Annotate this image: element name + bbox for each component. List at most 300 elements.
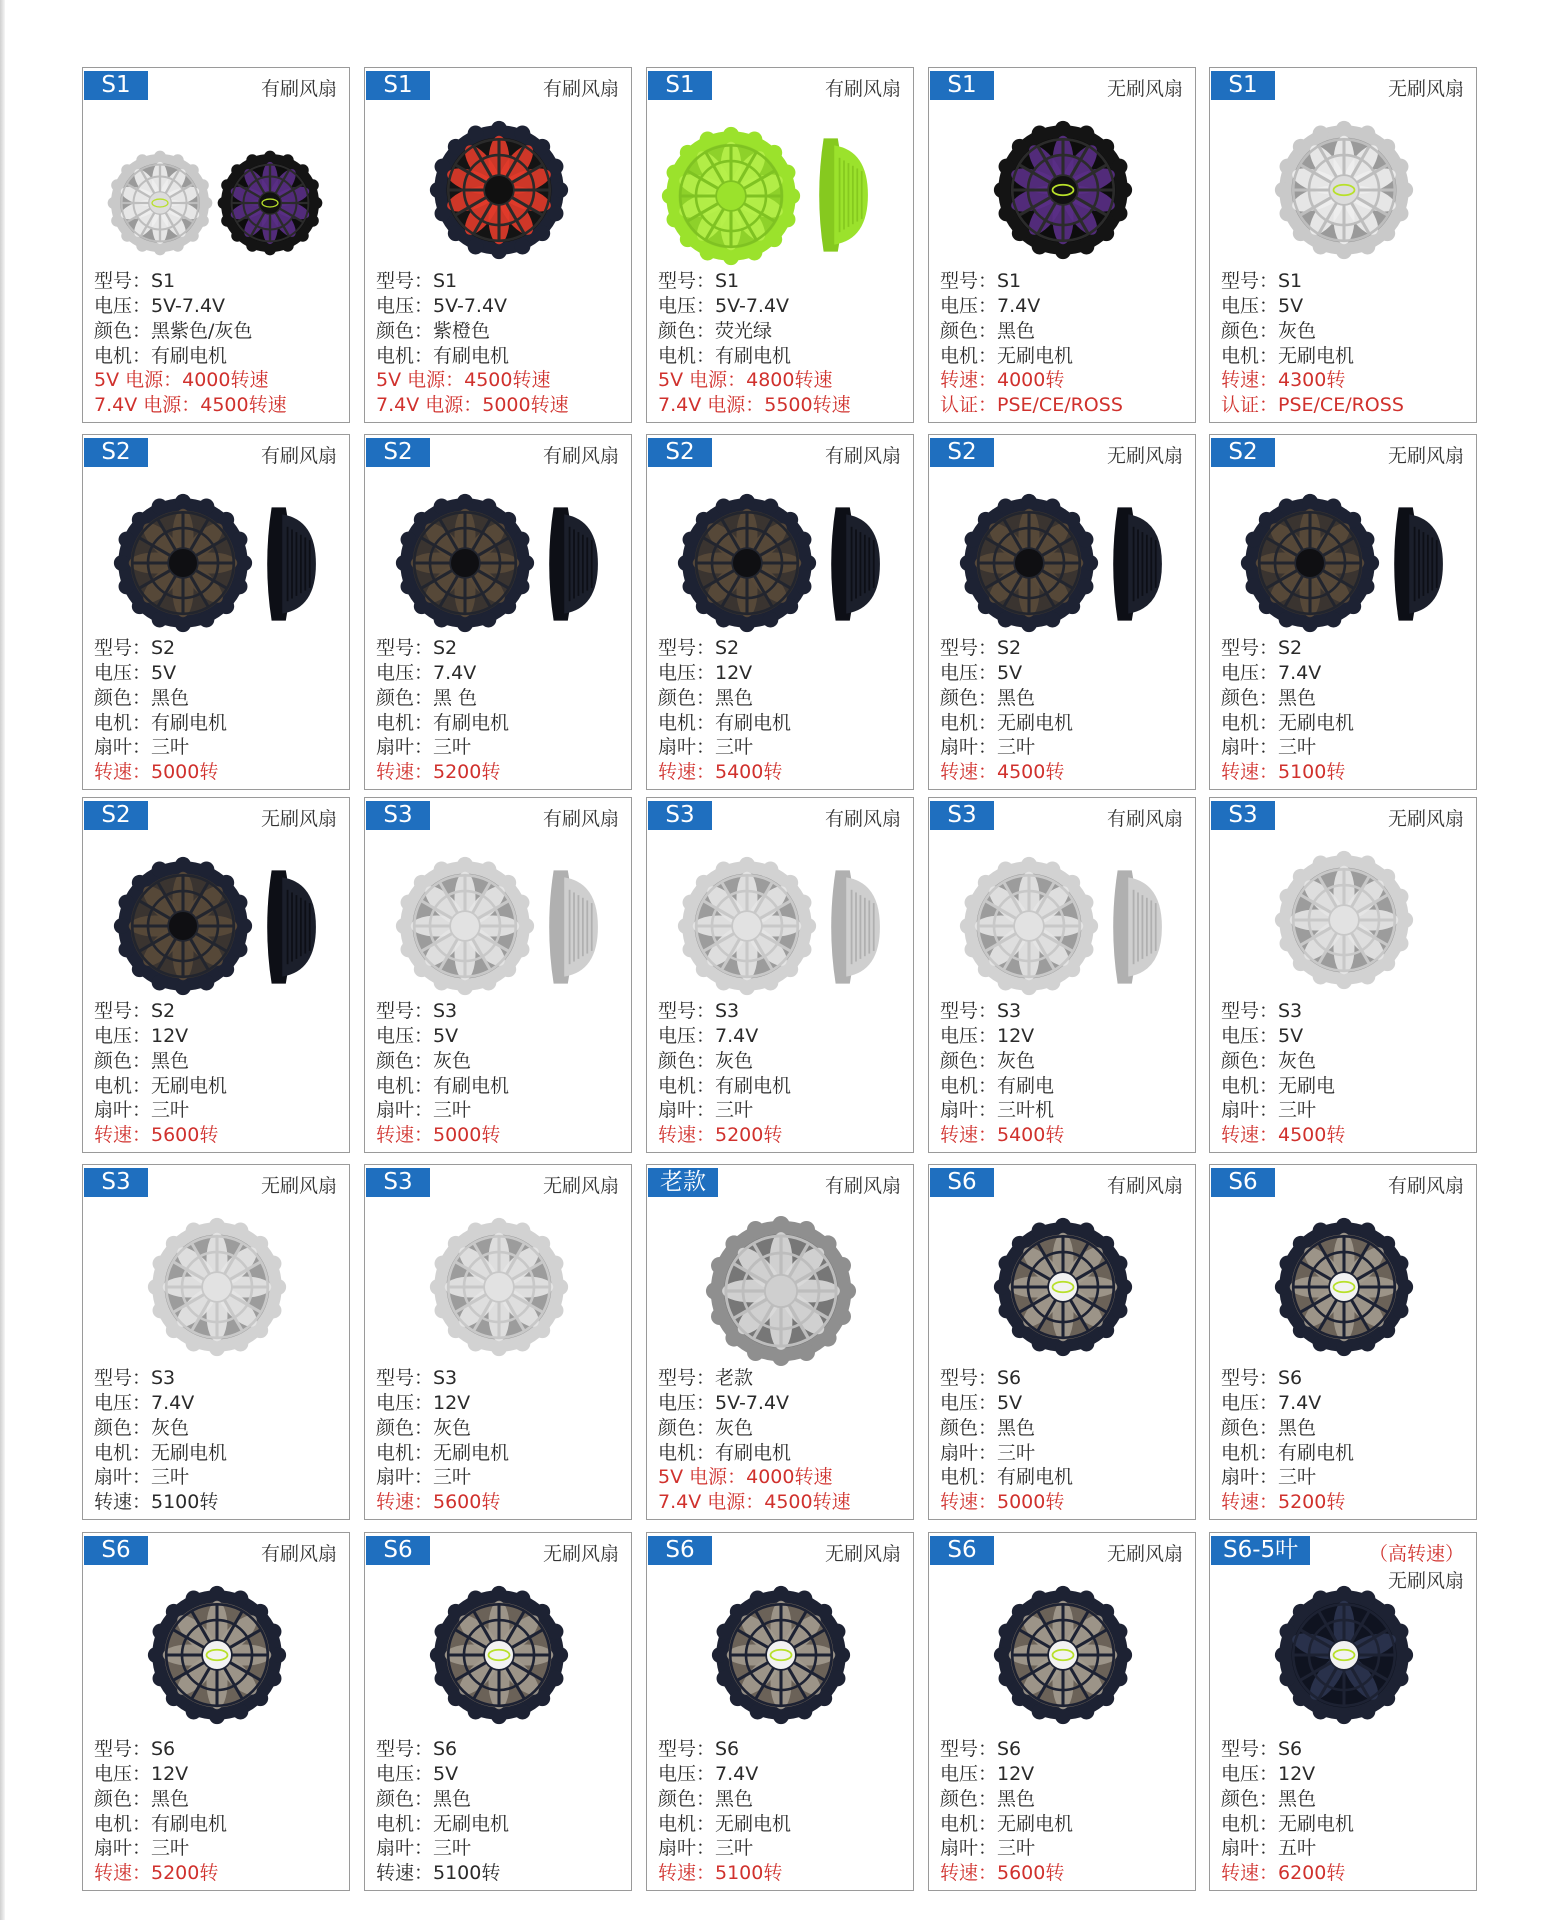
- model-tag: S6: [1211, 1168, 1275, 1197]
- spec-line: 电压：12V: [376, 1392, 471, 1415]
- spec-list: [940, 636, 1189, 785]
- fan-icon: [429, 1217, 569, 1357]
- model-tag: S1: [84, 71, 148, 100]
- fan-type-label: [1388, 804, 1464, 831]
- spec-list: [94, 1737, 343, 1886]
- fan-type-text: 有刷风扇: [542, 445, 619, 467]
- spec-list: [658, 1737, 907, 1886]
- spec-line: 电机：有刷电: [940, 1074, 1055, 1097]
- spec-line: 转速：4300转: [1221, 369, 1346, 392]
- product-card: [82, 67, 350, 423]
- model-tag: S1: [366, 71, 430, 100]
- model-tag: S6: [84, 1536, 148, 1565]
- spec-line: 转速：5400转: [940, 1124, 1065, 1147]
- spec-line: 扇叶：五叶: [1221, 1837, 1317, 1860]
- fan-type-text: 无刷风扇: [1387, 1570, 1464, 1592]
- fan-image: [365, 102, 631, 270]
- product-card: [1209, 434, 1477, 790]
- fan-image: [365, 1567, 631, 1735]
- spec-line: 电压：7.4V: [376, 662, 477, 685]
- spec-line: 电压：7.4V: [658, 1025, 759, 1048]
- fan-type-label: [261, 74, 337, 101]
- fan-image: [83, 102, 349, 270]
- spec-list: [94, 999, 343, 1148]
- product-card: [364, 1532, 632, 1891]
- spec-line: 认证：PSE/CE/ROSS: [940, 394, 1123, 417]
- spec-list: [376, 1737, 625, 1886]
- spec-list: [940, 999, 1189, 1148]
- fan-type-label: [825, 1171, 901, 1198]
- fan-type-label: [261, 1171, 337, 1198]
- fan-icon: [959, 856, 1099, 996]
- spec-line: 电压：5V: [94, 662, 177, 685]
- fan-type-text: 无刷风扇: [1106, 445, 1183, 467]
- spec-line: 型号：S6: [376, 1738, 458, 1761]
- model-tag: S6: [366, 1536, 430, 1565]
- spec-line: 电机：无刷电机: [1221, 344, 1355, 367]
- spec-list: [376, 269, 625, 418]
- model-tag: S6-5叶: [1211, 1536, 1310, 1565]
- spec-line: 型号：S1: [1221, 270, 1303, 293]
- fan-image: [1210, 102, 1476, 270]
- product-card: [82, 797, 350, 1153]
- fan-type-label: [1388, 74, 1464, 101]
- spec-line: 扇叶：三叶: [1221, 1466, 1317, 1489]
- spec-line: 转速：5200转: [376, 761, 501, 784]
- spec-line: 电压：12V: [940, 1763, 1035, 1786]
- fan-image: [365, 469, 631, 637]
- fan-icon: [677, 493, 817, 633]
- spec-line: 扇叶：三叶: [940, 736, 1036, 759]
- product-grid: [82, 67, 1478, 1891]
- spec-line: 型号：S3: [376, 1367, 458, 1390]
- fan-icon: [1274, 1585, 1414, 1725]
- fan-image: [929, 469, 1195, 637]
- spec-line: 转速：5600转: [940, 1862, 1065, 1885]
- fan-icon: [993, 120, 1133, 260]
- spec-line: 电压：5V: [1221, 295, 1304, 318]
- fan-type-label: [1107, 441, 1183, 468]
- spec-line: 型号：S2: [376, 637, 458, 660]
- fan-image: [83, 1199, 349, 1367]
- fan-type-label: [261, 804, 337, 831]
- spec-line: 型号：S2: [1221, 637, 1303, 660]
- spec-line: 转速：5200转: [1221, 1491, 1346, 1514]
- product-card: [364, 434, 632, 790]
- spec-line: 电压：12V: [94, 1763, 189, 1786]
- spec-line: 扇叶：三叶: [658, 1099, 754, 1122]
- spec-list: [658, 636, 907, 785]
- spec-line: 转速：5600转: [94, 1124, 219, 1147]
- spec-line: 电压：5V-7.4V: [376, 295, 508, 318]
- spec-line: 颜色：灰色: [1221, 1049, 1317, 1072]
- spec-line: 电压：7.4V: [1221, 662, 1322, 685]
- spec-line: 电压：12V: [658, 662, 753, 685]
- spec-line: 颜色：黑色: [376, 1787, 472, 1810]
- spec-line: 型号：S1: [376, 270, 458, 293]
- spec-line: 颜色：灰色: [940, 1049, 1036, 1072]
- spec-list: [1221, 1737, 1470, 1886]
- spec-line: 扇叶：三叶: [1221, 736, 1317, 759]
- fan-image: [647, 102, 913, 270]
- fan-type-text: 无刷风扇: [1387, 808, 1464, 830]
- spec-line: 电机：无刷电机: [94, 1441, 228, 1464]
- spec-line: 7.4V 电源：5000转速: [376, 394, 569, 417]
- spec-line: 转速：6200转: [1221, 1862, 1346, 1885]
- fan-image: [365, 1199, 631, 1367]
- fan-icon: [711, 1585, 851, 1725]
- fan-icon: [1274, 1217, 1414, 1357]
- fan-image: [1210, 1567, 1476, 1735]
- spec-list: [1221, 1366, 1470, 1515]
- fan-type-label: [543, 441, 619, 468]
- spec-line: 型号：S1: [940, 270, 1022, 293]
- fan-side-view-icon: [261, 862, 323, 992]
- spec-line: 颜色：荧光绿: [658, 319, 773, 342]
- spec-line: 转速：5100转: [376, 1862, 501, 1885]
- spec-line: 5V 电源：4000转速: [658, 1466, 833, 1489]
- product-card: [364, 797, 632, 1153]
- spec-line: 电机：有刷电机: [658, 711, 792, 734]
- fan-type-text: 有刷风扇: [260, 78, 337, 100]
- fan-icon: [993, 1217, 1133, 1357]
- spec-line: 电压：5V: [940, 1392, 1023, 1415]
- spec-line: 型号：S1: [658, 270, 740, 293]
- model-tag: S2: [930, 438, 994, 467]
- spec-line: 电机：有刷电机: [376, 344, 510, 367]
- fan-side-view-icon: [1107, 862, 1169, 992]
- spec-line: 电压：7.4V: [940, 295, 1041, 318]
- model-tag: S1: [1211, 71, 1275, 100]
- spec-line: 认证：PSE/CE/ROSS: [1221, 394, 1404, 417]
- spec-line: 型号：S2: [94, 1000, 176, 1023]
- fan-type-text: 无刷风扇: [824, 1543, 901, 1565]
- spec-line: 扇叶：三叶: [658, 1837, 754, 1860]
- fan-type-text: 无刷风扇: [260, 808, 337, 830]
- fan-image: [83, 1567, 349, 1735]
- spec-line: 颜色：灰色: [658, 1049, 754, 1072]
- model-tag: S2: [84, 438, 148, 467]
- spec-line: 7.4V 电源：5500转速: [658, 394, 851, 417]
- spec-line: 7.4V 电源：4500转速: [94, 394, 287, 417]
- product-card: [1209, 1164, 1477, 1520]
- spec-line: 电机：无刷电机: [940, 711, 1074, 734]
- fan-image: [365, 832, 631, 1000]
- spec-line: 电机：无刷电机: [658, 1812, 792, 1835]
- fan-image: [647, 469, 913, 637]
- model-tag: S2: [84, 801, 148, 830]
- fan-type-label: [1107, 1171, 1183, 1198]
- fan-type-label: [1107, 74, 1183, 101]
- page-edge-shadow: [0, 0, 5, 1920]
- spec-line: 型号：S3: [1221, 1000, 1303, 1023]
- fan-side-view-icon: [261, 499, 323, 629]
- fan-icon: [1274, 120, 1414, 260]
- fan-icon: [993, 1585, 1133, 1725]
- model-tag: S3: [1211, 801, 1275, 830]
- product-card: [928, 797, 1196, 1153]
- product-card: [646, 67, 914, 423]
- spec-line: 颜色：黑色: [94, 686, 190, 709]
- fan-type-label: [825, 804, 901, 831]
- spec-line: 7.4V 电源：4500转速: [658, 1491, 851, 1514]
- spec-list: [658, 269, 907, 418]
- fan-type-text: 无刷风扇: [1387, 78, 1464, 100]
- spec-line: 颜色：黑色: [940, 1416, 1036, 1439]
- spec-line: 颜色：紫橙色: [376, 319, 491, 342]
- product-card: [1209, 797, 1477, 1153]
- spec-line: 颜色：灰色: [376, 1049, 472, 1072]
- fan-image: [1210, 832, 1476, 1000]
- fan-icon: [677, 856, 817, 996]
- spec-line: 转速：4500转: [940, 761, 1065, 784]
- fan-side-view-icon: [543, 499, 605, 629]
- fan-type-text: 无刷风扇: [260, 1175, 337, 1197]
- fan-type-text: 有刷风扇: [1387, 1175, 1464, 1197]
- spec-line: 电机：有刷电机: [376, 711, 510, 734]
- fan-icon: [959, 493, 1099, 633]
- spec-line: 转速：5400转: [658, 761, 783, 784]
- fan-image: [1210, 1199, 1476, 1367]
- spec-list: [940, 1366, 1189, 1515]
- fan-icon: [429, 120, 569, 260]
- product-card: [928, 1164, 1196, 1520]
- spec-line: 电机：无刷电机: [376, 1812, 510, 1835]
- spec-line: 转速：5000转: [376, 1124, 501, 1147]
- spec-line: 5V 电源：4500转速: [376, 369, 551, 392]
- spec-line: 电机：无刷电机: [1221, 1812, 1355, 1835]
- spec-line: 扇叶：三叶: [94, 1466, 190, 1489]
- spec-line: 转速：5200转: [94, 1862, 219, 1885]
- product-card: [646, 434, 914, 790]
- fan-type-label: [543, 1539, 619, 1566]
- spec-list: [658, 1366, 907, 1515]
- fan-type-label: [543, 1171, 619, 1198]
- spec-line: 型号：S2: [940, 637, 1022, 660]
- spec-line: 5V 电源：4000转速: [94, 369, 269, 392]
- spec-line: 转速：4500转: [1221, 1124, 1346, 1147]
- fan-icon: [113, 493, 253, 633]
- product-card: [82, 1164, 350, 1520]
- spec-line: 型号：S6: [1221, 1738, 1303, 1761]
- spec-line: 扇叶：三叶: [376, 1099, 472, 1122]
- spec-line: 扇叶：三叶: [940, 1441, 1036, 1464]
- spec-line: 转速：5100转: [658, 1862, 783, 1885]
- spec-line: 型号：S1: [94, 270, 176, 293]
- fan-type-text: 无刷风扇: [542, 1543, 619, 1565]
- spec-line: 电机：有刷电机: [658, 1441, 792, 1464]
- spec-line: 电压：7.4V: [658, 1763, 759, 1786]
- model-tag: S3: [366, 1168, 430, 1197]
- fan-side-view-icon: [1388, 499, 1450, 629]
- spec-line: 颜色：灰色: [376, 1416, 472, 1439]
- product-card: [364, 67, 632, 423]
- fan-image: [929, 1199, 1195, 1367]
- spec-line: 电压：7.4V: [94, 1392, 195, 1415]
- spec-line: 转速：5000转: [940, 1491, 1065, 1514]
- fan-icon: [113, 856, 253, 996]
- fan-type-label: [1388, 1171, 1464, 1198]
- model-tag: S3: [366, 801, 430, 830]
- spec-line: 电机：有刷电机: [658, 344, 792, 367]
- fan-type-text: 有刷风扇: [1106, 1175, 1183, 1197]
- model-tag: S2: [648, 438, 712, 467]
- spec-line: 电压：5V: [376, 1763, 459, 1786]
- spec-line: 电压：12V: [1221, 1763, 1316, 1786]
- speed-note: （高转速）: [1368, 1543, 1464, 1565]
- spec-line: 电机：无刷电机: [1221, 711, 1355, 734]
- fan-type-text: 有刷风扇: [824, 808, 901, 830]
- spec-line: 扇叶：三叶机: [940, 1099, 1055, 1122]
- spec-line: 型号：S2: [94, 637, 176, 660]
- spec-line: 电压：5V-7.4V: [658, 295, 790, 318]
- spec-line: 型号：S6: [1221, 1367, 1303, 1390]
- spec-line: 电压：5V-7.4V: [94, 295, 226, 318]
- spec-list: [1221, 636, 1470, 785]
- model-tag: S6: [930, 1168, 994, 1197]
- model-tag: S1: [930, 71, 994, 100]
- fan-type-text: 无刷风扇: [542, 1175, 619, 1197]
- fan-side-view-icon: [825, 862, 887, 992]
- spec-line: 颜色：黑 色: [376, 686, 478, 709]
- spec-line: 颜色：黑色: [94, 1049, 190, 1072]
- spec-line: 颜色：黑色: [940, 319, 1036, 342]
- spec-line: 电机：有刷电机: [94, 1812, 228, 1835]
- spec-line: 扇叶：三叶: [376, 1837, 472, 1860]
- spec-line: 电机：有刷电机: [94, 711, 228, 734]
- fan-icon: [147, 1217, 287, 1357]
- spec-line: 电机：有刷电机: [658, 1074, 792, 1097]
- spec-line: 电压：5V: [1221, 1025, 1304, 1048]
- fan-type-text: 无刷风扇: [1106, 1543, 1183, 1565]
- spec-line: 电机：有刷电机: [1221, 1441, 1355, 1464]
- fan-side-view-icon: [813, 130, 875, 260]
- model-tag: S2: [366, 438, 430, 467]
- model-tag: S3: [930, 801, 994, 830]
- spec-line: 型号：S3: [376, 1000, 458, 1023]
- spec-list: [1221, 999, 1470, 1148]
- spec-line: 电机：有刷电机: [940, 1466, 1074, 1489]
- fan-type-label: [261, 441, 337, 468]
- spec-line: 型号：S3: [940, 1000, 1022, 1023]
- fan-image: [83, 832, 349, 1000]
- product-card: [646, 797, 914, 1153]
- spec-list: [940, 269, 1189, 418]
- model-tag: S6: [930, 1536, 994, 1565]
- spec-line: 颜色：黑紫色/灰色: [94, 319, 253, 342]
- fan-type-label: [261, 1539, 337, 1566]
- spec-line: 转速：5100转: [1221, 761, 1346, 784]
- fan-type-label: [543, 74, 619, 101]
- fan-type-label: [825, 1539, 901, 1566]
- fan-icon: [217, 150, 323, 256]
- fan-type-label: [1107, 804, 1183, 831]
- fan-image: [1210, 469, 1476, 637]
- spec-line: 电机：无刷电机: [94, 1074, 228, 1097]
- spec-line: 电机：有刷电机: [94, 344, 228, 367]
- spec-line: 型号：S3: [658, 1000, 740, 1023]
- product-card: [1209, 1532, 1477, 1891]
- fan-image: [83, 469, 349, 637]
- spec-line: 电压：7.4V: [1221, 1392, 1322, 1415]
- fan-type-label: [825, 74, 901, 101]
- spec-list: [658, 999, 907, 1148]
- fan-side-view-icon: [543, 862, 605, 992]
- spec-line: 电机：无刷电机: [376, 1441, 510, 1464]
- spec-list: [94, 1366, 343, 1515]
- fan-type-text: 有刷风扇: [824, 78, 901, 100]
- fan-image: [647, 832, 913, 1000]
- fan-side-view-icon: [825, 499, 887, 629]
- spec-line: 型号：S6: [940, 1738, 1022, 1761]
- spec-line: 颜色：黑色: [94, 1787, 190, 1810]
- spec-line: 型号：S6: [658, 1738, 740, 1761]
- fan-icon: [395, 856, 535, 996]
- fan-icon: [429, 1585, 569, 1725]
- fan-type-text: 有刷风扇: [1106, 808, 1183, 830]
- model-tag: S1: [648, 71, 712, 100]
- spec-line: 型号：S6: [94, 1738, 176, 1761]
- fan-type-text: 有刷风扇: [260, 1543, 337, 1565]
- fan-icon: [705, 1215, 857, 1367]
- fan-icon: [661, 126, 801, 266]
- spec-line: 颜色：黑色: [658, 1787, 754, 1810]
- product-card: [82, 434, 350, 790]
- fan-icon: [147, 1585, 287, 1725]
- spec-line: 颜色：黑色: [1221, 686, 1317, 709]
- fan-icon: [1240, 493, 1380, 633]
- fan-type-label: [1388, 441, 1464, 468]
- product-card: [928, 1532, 1196, 1891]
- spec-line: 颜色：灰色: [658, 1416, 754, 1439]
- spec-line: 型号：S6: [940, 1367, 1022, 1390]
- model-tag: S6: [648, 1536, 712, 1565]
- spec-line: 转速：5600转: [376, 1491, 501, 1514]
- fan-image: [929, 102, 1195, 270]
- fan-icon: [395, 493, 535, 633]
- spec-line: 扇叶：三叶: [376, 736, 472, 759]
- fan-type-label: [825, 441, 901, 468]
- spec-line: 扇叶：三叶: [376, 1466, 472, 1489]
- spec-list: [940, 1737, 1189, 1886]
- spec-line: 颜色：黑色: [658, 686, 754, 709]
- spec-line: 电机：无刷电机: [940, 344, 1074, 367]
- product-card: [646, 1164, 914, 1520]
- model-tag: S3: [648, 801, 712, 830]
- spec-line: 电机：无刷电: [1221, 1074, 1336, 1097]
- spec-line: 转速：5000转: [94, 761, 219, 784]
- spec-line: 转速：4000转: [940, 369, 1065, 392]
- spec-line: 电压：5V: [940, 662, 1023, 685]
- spec-list: [94, 269, 343, 418]
- spec-line: 转速：5100转: [94, 1491, 219, 1514]
- spec-list: [376, 999, 625, 1148]
- fan-image: [647, 1199, 913, 1367]
- model-tag: 老款: [648, 1168, 718, 1197]
- spec-line: 型号：S2: [658, 637, 740, 660]
- model-tag: S2: [1211, 438, 1275, 467]
- spec-list: [376, 636, 625, 785]
- fan-type-text: 有刷风扇: [260, 445, 337, 467]
- spec-line: 5V 电源：4800转速: [658, 369, 833, 392]
- spec-line: 颜色：灰色: [94, 1416, 190, 1439]
- spec-line: 型号：S3: [94, 1367, 176, 1390]
- spec-line: 颜色：黑色: [1221, 1416, 1317, 1439]
- product-card: [82, 1532, 350, 1891]
- spec-line: 型号：老款: [658, 1367, 754, 1390]
- model-tag: S3: [84, 1168, 148, 1197]
- product-card: [364, 1164, 632, 1520]
